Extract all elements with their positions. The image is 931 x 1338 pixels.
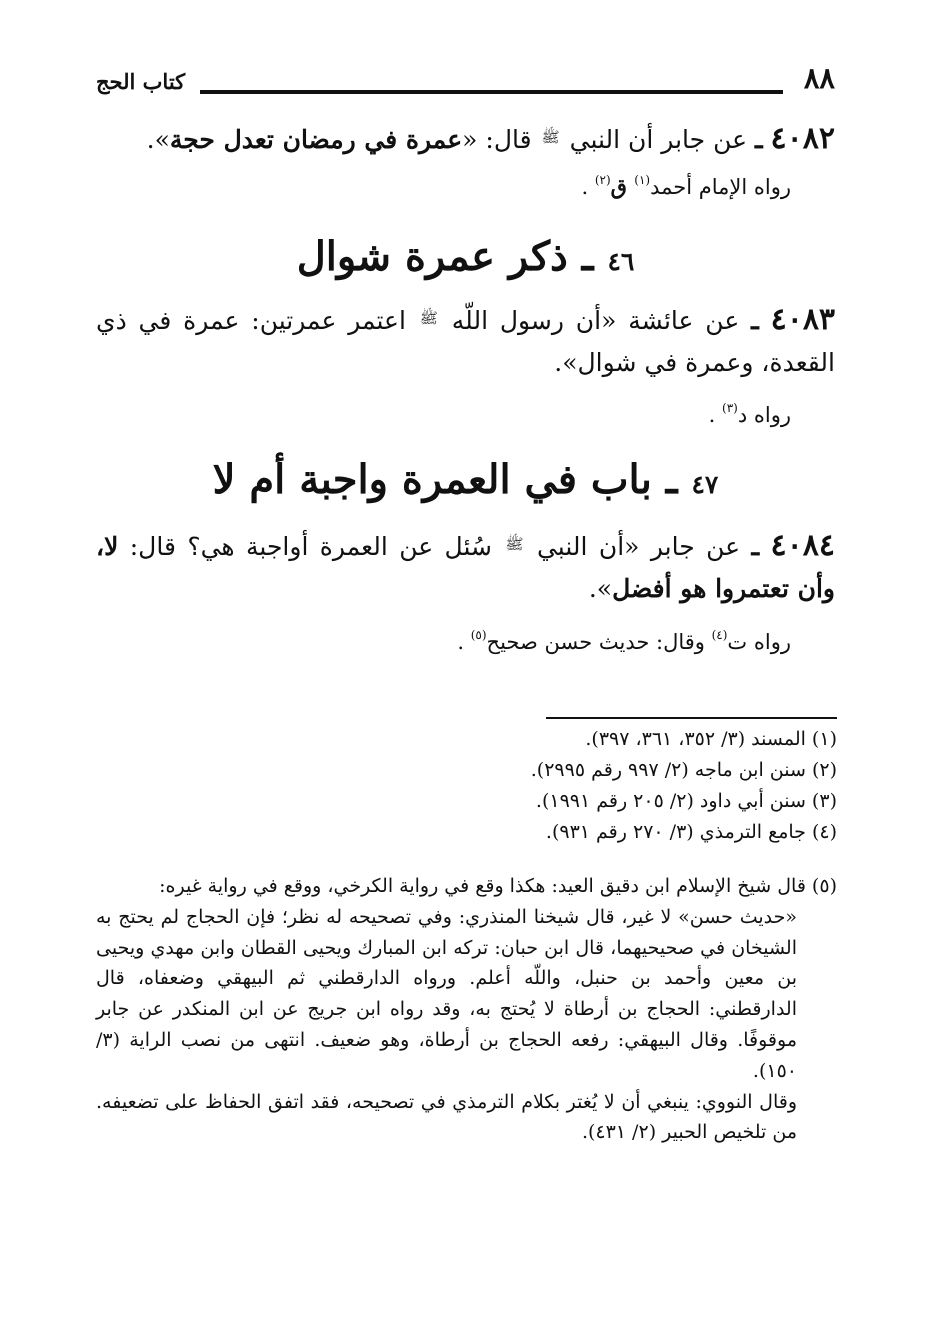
attribution-4083: رواه د$^{(٣)}$ . <box>708 401 791 427</box>
hadith-4084: ٤٠٨٤ ـ عن جابر «أن النبي $^ﷺ$ سُئل عن العمرة أواجبة هي؟ قال: لا، وأن تعتمروا هو أفضل». <box>96 528 835 603</box>
footnotes-list <box>96 724 837 848</box>
footnote-ref: (٢) <box>594 173 611 187</box>
footnote-5-nawawi: وقال النووي: ينبغي أن لا يُغتر بكلام الترمذي في تصحيحه، فقد اتفق الحفاظ على تضعيفه. من تلخيص الحبير (٢/ ٤٣١). <box>96 1090 797 1144</box>
hadith-number: ٤٠٨٤ <box>770 528 835 563</box>
attribution-4084: رواه ت$^{(٤)}$ وقال: حديث حسن صحيح$^{(٥)}$ . <box>457 628 791 654</box>
footnote-ref: (١) <box>634 173 651 187</box>
footnote-5 <box>96 871 837 1148</box>
footnote-ref: (٣) <box>722 401 738 415</box>
section-heading-47: ٤٧ ـ باب في العمرة واجبة أم لا <box>212 456 719 503</box>
footnote-5-first-line: (٥) قال شيخ الإسلام ابن دقيق العيد: هكذا وقع في رواية الكرخي، ووقع في رواية غيره: <box>159 875 837 897</box>
footnote-4: (٤) جامع الترمذي (٣/ ٢٧٠ رقم ٩٣١). <box>545 821 837 843</box>
footnote-ref: (٥) <box>470 628 487 642</box>
footnote-ref: (٤) <box>711 628 728 642</box>
salutation-glyph: ﷺ <box>541 128 560 146</box>
hadith-4083: ٤٠٨٣ ـ عن عائشة «أن رسول اللّه $^ﷺ$ اعتمر عمرتين: عمرة في ذي القعدة، وعمرة في شوال». <box>96 302 836 377</box>
section-heading-46: ٤٦ ـ ذكر عمرة شوال <box>296 233 635 280</box>
salutation-glyph: ﷺ <box>505 535 524 553</box>
footnote-5-body: «حديث حسن» لا غير، قال شيخنا المنذري: وفي تصحيحه له نظر؛ فإن الحجاج لم يحتج به الشيخان في صحيحيهما، قال ابن حبان: تركه ابن المبارك ويحيى القطان وابن مهدي ويحيى بن معين وأحمد بن حنبل، واللّه أعلم. ورواه الدارقطني ثم البيهقي وضعفاه، قال الدارقطني: الحجاج بن أرطاة لا يُحتج به، وقد رواه ابن جريج عن ابن المنكدر عن جابر موقوفًا. وقال البيهقي: رفعه الحجاج بن أرطاة، وهو ضعيف. انتهى من نصب الراية (٣/ ١٥٠). <box>96 905 797 1082</box>
hadith-number: ٤٠٨٣ <box>770 302 836 337</box>
hadith-4082: ٤٠٨٢ ـ عن جابر أن النبي $^ﷺ$ قال: «عمرة في رمضان تعدل حجة». <box>146 121 835 156</box>
footnote-1: (١) المسند (٣/ ٣٥٢، ٣٦١، ٣٩٧). <box>585 728 837 750</box>
hadith-quote: عمرة في رمضان تعدل حجة <box>169 125 463 154</box>
footnote-2: (٢) سنن ابن ماجه (٢/ ٩٩٧ رقم ٢٩٩٥). <box>530 759 837 781</box>
salutation-glyph: ﷺ <box>419 309 438 327</box>
attribution-4082: رواه الإمام أحمد$^{(١)}$ ق$^{(٢)}$ . <box>581 173 791 199</box>
footnote-3: (٣) سنن أبي داود (٢/ ٢٠٥ رقم ١٩٩١). <box>535 790 837 812</box>
header-rule <box>200 90 783 94</box>
hadith-quote: لا، وأن تعتمروا هو أفضل <box>96 532 835 603</box>
hadith-number: ٤٠٨٢ <box>770 121 835 156</box>
page-number: ٨٨ <box>803 61 835 95</box>
book-title: كتاب الحج <box>96 69 186 94</box>
footnote-separator <box>546 717 837 719</box>
